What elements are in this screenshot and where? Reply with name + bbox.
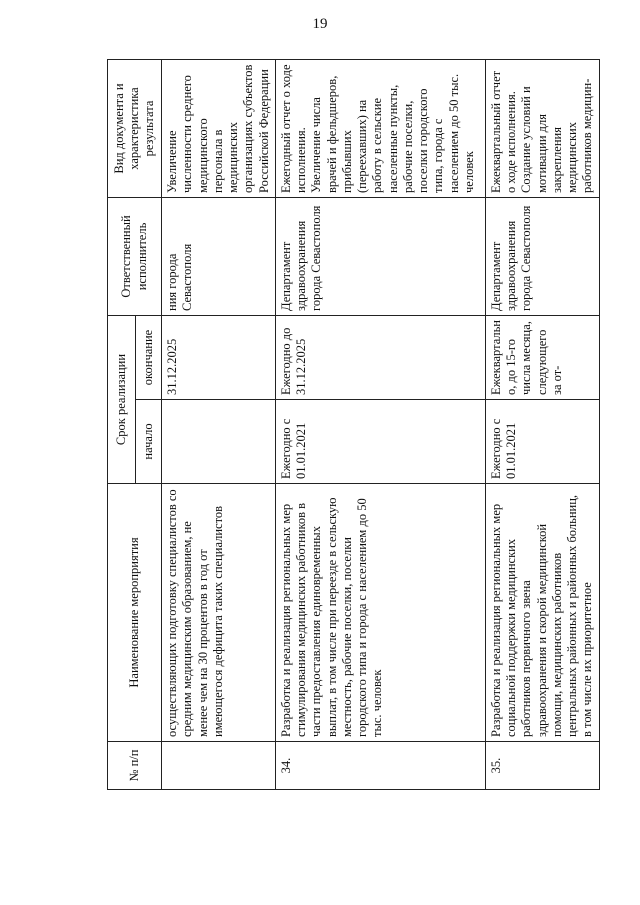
row-end: Ежегодно до 31.12.2025 [275, 315, 485, 399]
row-result: Увеличение численности среднего медицинского персонала в медицинских организациях субъектов Российской Федерации [162, 59, 276, 197]
header-name: Наименование мероприятия [108, 484, 162, 742]
row-start: Ежегодно с 01.01.2021 [275, 400, 485, 484]
activities-table [107, 59, 600, 790]
row-name: Разработка и реализация региональных мер социальной поддержки медицинских работников первичного звена здравоохранения и скорой медицинской помощи, медицинских работников центральных районных и районных больниц, в том числе их приоритетное [485, 484, 599, 742]
page-number: 19 [312, 16, 328, 32]
row-result: Ежегодный отчет о ходе исполнения. Увеличение числа врачей и фельдшеров, прибывших (переехавших) на работу в сельские населенные пункты, рабочие поселки, поселки городского типа, города с населением до 50 тыс. человек [275, 59, 485, 197]
table-row [162, 59, 276, 789]
table-row [275, 59, 485, 789]
header-executor: Ответственный исполнитель [108, 197, 162, 315]
row-start [162, 400, 276, 484]
row-start: Ежегодно с 01.01.2021 [485, 400, 599, 484]
rotated-table-container [107, 60, 595, 790]
row-num [162, 742, 276, 790]
row-executor: Департамент здравоохранения города Севастополя [275, 197, 485, 315]
row-end: Ежеквартально, до 15-го числа месяца, следующего за от- [485, 315, 599, 399]
header-end: окончание [136, 315, 162, 399]
row-name: Разработка и реализация региональных мер стимулирования медицинских работников в части предоставления единовременных выплат, в том числе при переезде в сельскую местность, рабочие поселки, поселки городского типа и города с населением до 50 тыс. человек [275, 484, 485, 742]
header-num: № п/п [108, 742, 162, 790]
row-executor: Департамент здравоохранения города Севастополя [485, 197, 599, 315]
table-row [485, 59, 599, 789]
header-period: Срок реализации [108, 315, 136, 483]
header-start: начало [136, 400, 162, 484]
row-end: 31.12.2025 [162, 315, 276, 399]
row-executor: ния города Севастополя [162, 197, 276, 315]
row-result: Ежеквартальный отчет о ходе исполнения. Создание условий и мотивации для закрепления медицинских работников медицин- [485, 59, 599, 197]
row-name: осуществляющих подготовку специалистов со средним медицинским образованием, не менее чем на 30 процентов в год от имеющегося дефицита таких специалистов [162, 484, 276, 742]
row-num: 34. [275, 742, 485, 790]
header-result: Вид документа и характеристика результата [108, 59, 162, 197]
row-num: 35. [485, 742, 599, 790]
